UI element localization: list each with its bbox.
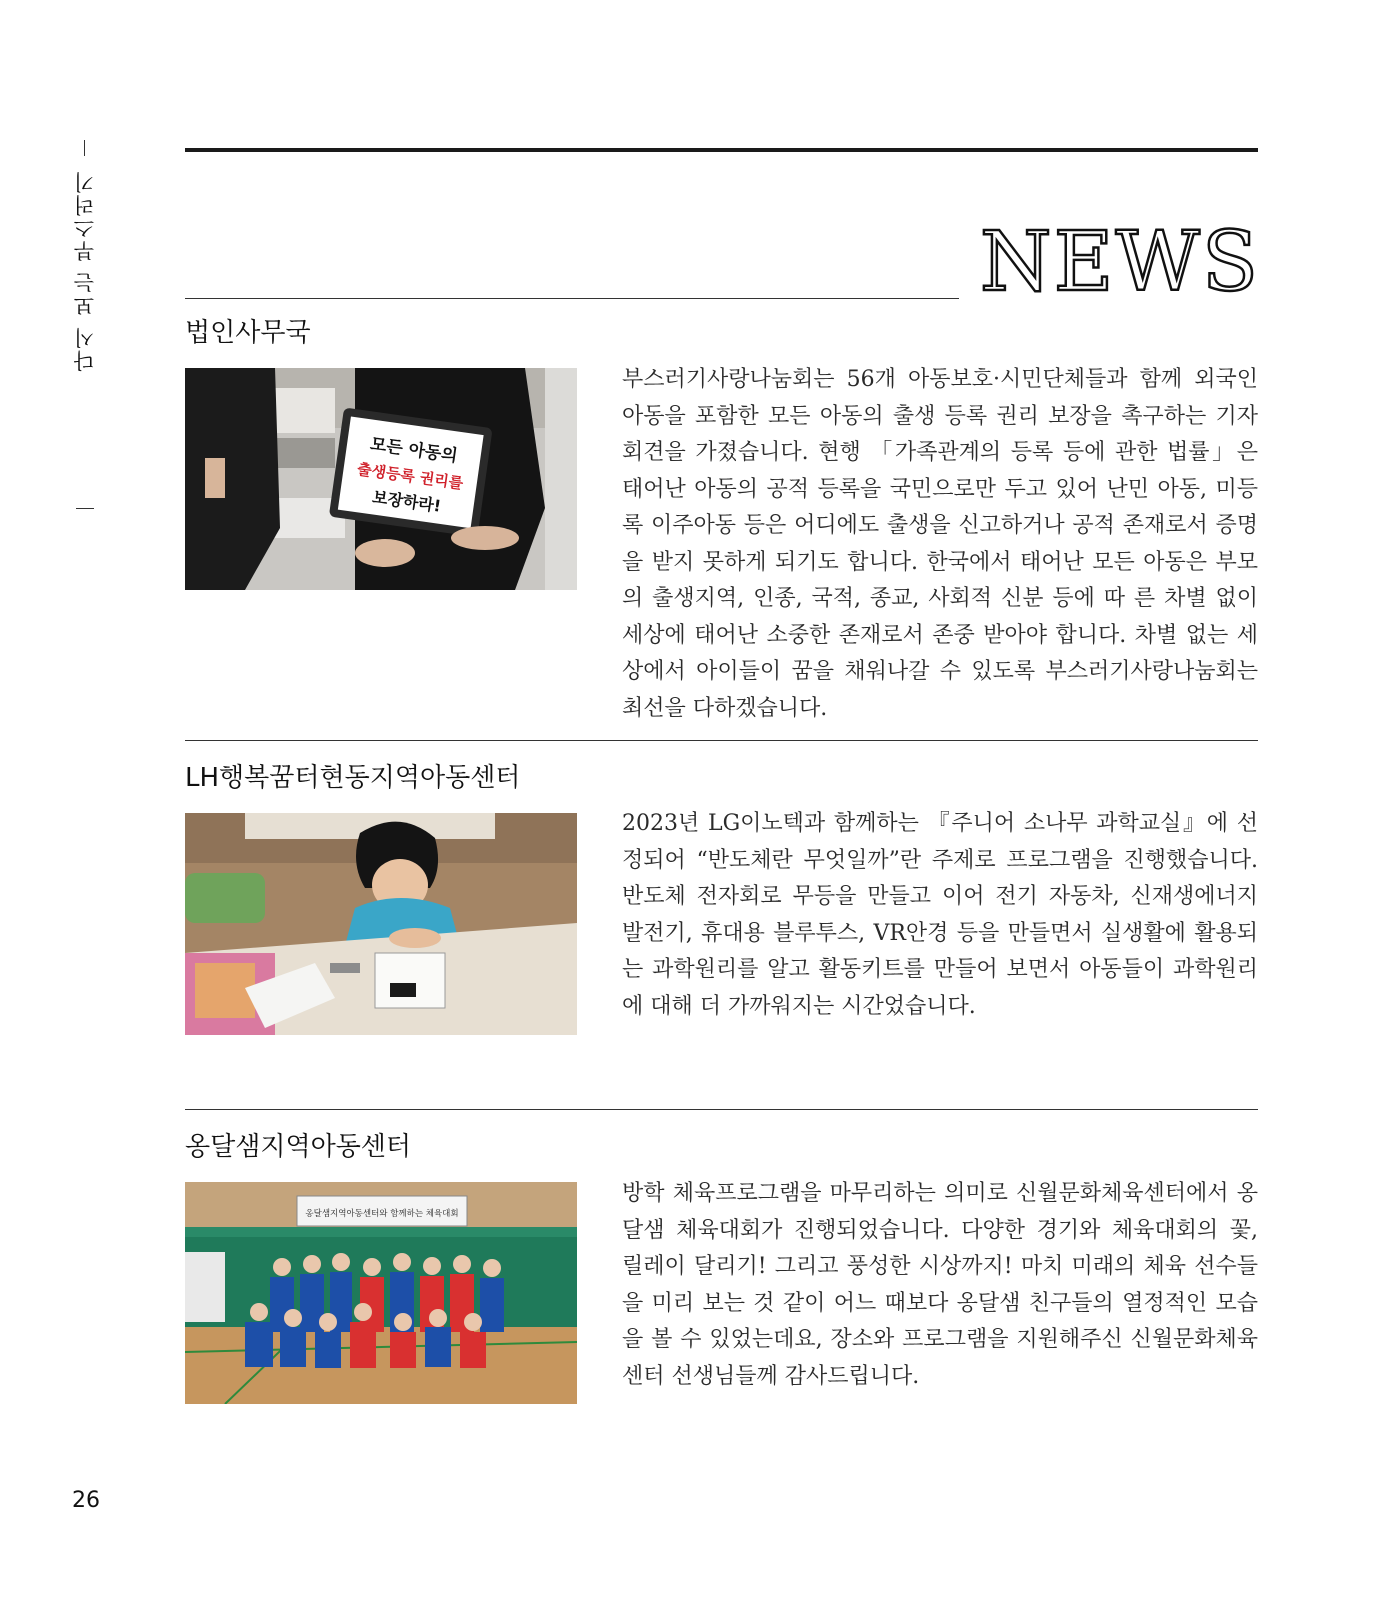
top-rule	[185, 148, 1258, 152]
sign-line-2: 출생등록 권리를	[356, 459, 465, 493]
section-body: 방학 체육프로그램을 마무리하는 의미로 신월문화체육센터에서 옹달샘 체육대회가 진행되었습니다. 다양한 경기와 체육대회의 꽃, 릴레이 달리기! 그리고 풍성한 시상까지! 마치 미래의 체육 선수들을 미리 보는 것 같이 어느 때보다 옹달샘 친구들의 열정적인 모습을 볼 수 있었는데요, 장소와 프로그램을 지원해주신 신월문화체육센터 선생님들께 감사드립니다.	[622, 1181, 1258, 1389]
sidebar-title: 다시 보는 부스러기	[73, 170, 97, 372]
section-heading: LH행복꿈터현동지역아동센터	[185, 763, 521, 793]
news-title-rule	[185, 298, 959, 299]
sports-day-photo	[185, 1182, 577, 1404]
section-heading: 옹달샘지역아동센터	[185, 1132, 412, 1162]
science-class-photo	[185, 813, 577, 1035]
page-title: NEWS	[979, 215, 1260, 310]
banner-text: 옹달샘지역아동센터와 함께하는 체육대회	[305, 1209, 459, 1219]
section-heading: 법인사무국	[185, 318, 311, 348]
section-body: 부스러기사랑나눔회는 56개 아동보호·시민단체들과 함께 외국인 아동을 포함한 모든 아동의 출생 등록 권리 보장을 촉구하는 기자회견을 가졌습니다. 현행 「가족관계의 등록 등에 관한 법률」은 태어난 아동의 공적 등록을 국민으로만 두고 있어 난민 아동, 미등록 이주아동 등은 어디에도 출생을 신고하거나 공적 존재로서 증명을 받지 못하게 되기도 합니다. 한국에서 태어난 모든 아동은 부모의 출생지역, 인종, 국적, 종교, 사회적 신분 등에 따 른 차별 없이 세상에 태어난 소중한 존재로서 존중 받아야 합니다. 차별 없는 세상에서 아이들이 꿈을 채워나갈 수 있도록 부스러기사랑나눔회는 최선을 다하겠습니다.	[622, 367, 1258, 721]
press-conference-photo	[185, 368, 577, 590]
section-divider	[185, 740, 1258, 741]
section-body: 2023년 LG이노텍과 함께하는 『주니어 소나무 과학교실』에 선정되어 “반도체란 무엇일까”란 주제로 프로그램을 진행했습니다. 반도체 전자회로 무등을 만들고 이어 전기 자동차, 신재생에너지 발전기, 휴대용 블루투스, VR안경 등을 만들면서 실생활에 활용되는 과학원리를 알고 활동키트를 만들어 보면서 아동들이 과학원리에 대해 더 가까워지는 시간었습니다.	[622, 811, 1258, 1019]
sign-line-1: 모든 아동의	[368, 434, 459, 467]
sidebar-tick-bottom	[76, 508, 94, 509]
page-number: 26	[72, 1488, 100, 1513]
group-of-children	[245, 1253, 504, 1368]
section-divider	[185, 1109, 1258, 1110]
sign-line-3: 보장하라!	[371, 487, 443, 516]
sidebar-tick-top	[84, 140, 85, 156]
